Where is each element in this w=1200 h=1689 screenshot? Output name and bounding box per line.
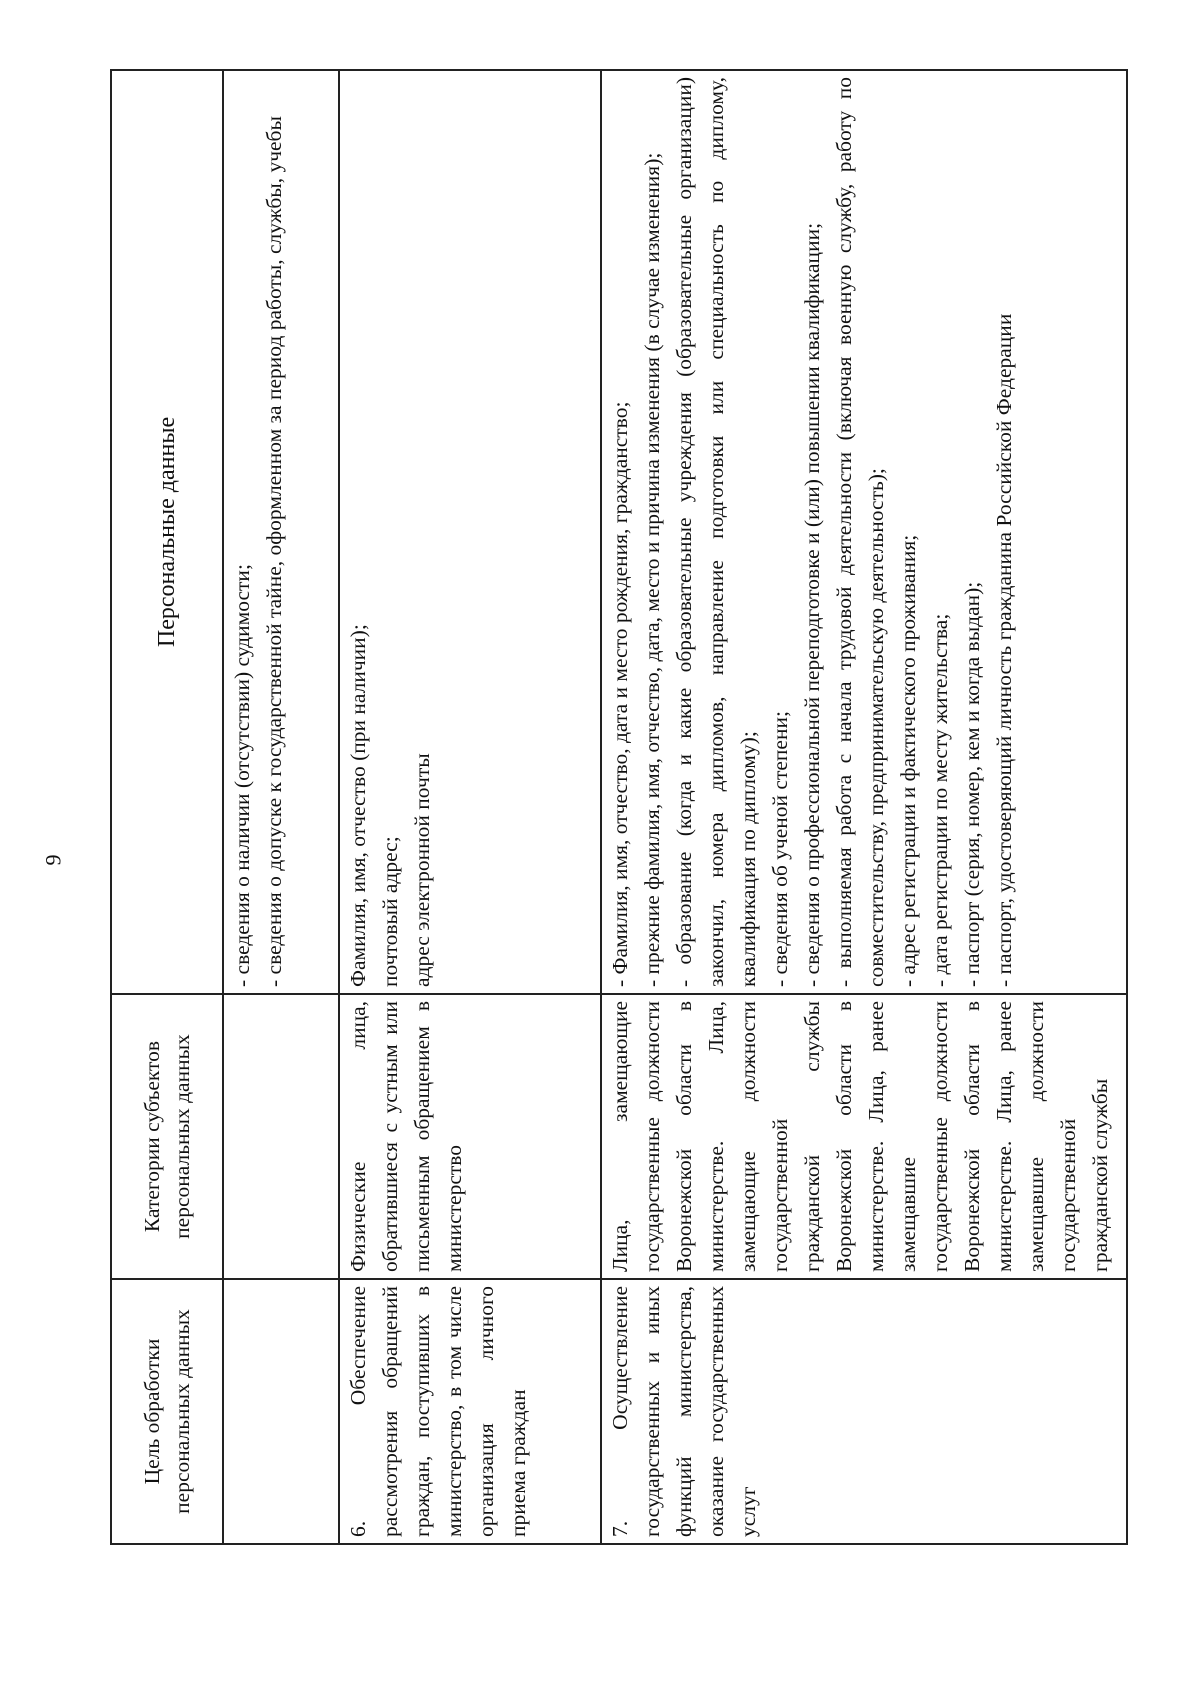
row-3-subjects: Лица, замещающие государственные должности Воронежской области в министерстве. Лица, замещающие должности государственной гражданской службы Воронежской области в министерстве. Лица, ранее замещавшие государственные должности Воронежской области в министерстве. Лица, ранее замещавшие должности государственной гражданской службы bbox=[601, 994, 1127, 1279]
table-row bbox=[339, 70, 601, 1544]
personal-data-table bbox=[110, 69, 1128, 1545]
row-2-data bbox=[339, 70, 601, 994]
data-item: - прежние фамилия, имя, отчество, дата, место и причина изменения (в случае изменения); bbox=[640, 152, 664, 987]
page-number: 9 bbox=[40, 854, 66, 866]
data-item: почтовый адрес; bbox=[378, 836, 402, 987]
table-row bbox=[601, 70, 1127, 1544]
data-item: - Фамилия, имя, отчество, дата и место рождения, гражданство; bbox=[608, 401, 632, 987]
table-row bbox=[223, 70, 339, 1544]
rotated-page-content bbox=[110, 71, 1128, 1545]
header-subjects: Категории субъектов персональных данных bbox=[111, 994, 223, 1279]
data-item: - сведения о профессиональной переподготовке и (или) повышении квалификации; bbox=[800, 222, 824, 987]
row-3-data bbox=[601, 70, 1127, 994]
data-item: - сведения о наличии (отсутствии) судимости; bbox=[230, 564, 254, 987]
data-item: - паспорт, удостоверяющий личность гражданина Российской Федерации bbox=[992, 313, 1016, 987]
row-1-purpose bbox=[223, 1279, 339, 1544]
row-2-purpose: 6. Обеспечение рассмотрения обращений граждан, поступивших в министерство, в том числе организация личного приема граждан bbox=[339, 1279, 601, 1544]
row-1-subjects bbox=[223, 994, 339, 1279]
header-personal-data: Персональные данные bbox=[111, 70, 223, 994]
row-2-subjects: Физические лица, обратившиеся с устным или письменным обращением в министерство bbox=[339, 994, 601, 1279]
data-item: Фамилия, имя, отчество (при наличии); bbox=[346, 624, 370, 987]
data-item: - сведения об ученой степени; bbox=[768, 711, 792, 987]
data-item: адрес электронной почты bbox=[410, 753, 434, 987]
data-item: - адрес регистрации и фактического проживания; bbox=[896, 534, 920, 987]
data-item: - паспорт (серия, номер, кем и когда выдан); bbox=[960, 581, 984, 987]
data-item: - дата регистрации по месту жительства; bbox=[928, 613, 952, 987]
data-item: - образование (когда и какие образовательные учреждения (образовательные организации) закончил, номера дипломов, направление подготовки или специальность по диплому, квалификация по диплому); bbox=[672, 77, 760, 987]
row-1-data bbox=[223, 70, 339, 994]
table-header-row bbox=[111, 70, 223, 1544]
data-item: - сведения о допуске к государственной тайне, оформленном за период работы, службы, учебы bbox=[262, 116, 286, 987]
data-item: - выполняемая работа с начала трудовой деятельности (включая военную службу, работу по совместительству, предпринимательскую деятельность); bbox=[832, 77, 888, 987]
header-purpose: Цель обработки персональных данных bbox=[111, 1279, 223, 1544]
row-3-purpose: 7. Осуществление государственных и иных функций министерства, оказание государственных услуг bbox=[601, 1279, 1127, 1544]
